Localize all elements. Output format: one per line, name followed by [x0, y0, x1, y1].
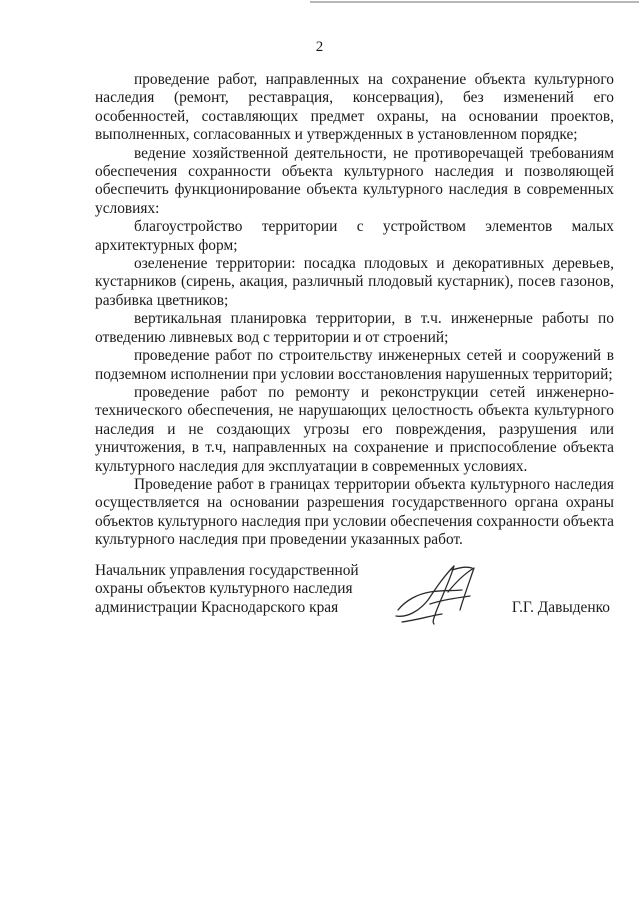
handwritten-signature	[390, 560, 490, 626]
signatory-title-line: охраны объектов культурного наследия	[95, 580, 353, 598]
paragraph-vertical-planning: вертикальная планировка территории, в т.ч. инженерные работы по отведению ливневых вод с территории и от строений;	[95, 310, 614, 346]
paragraph-permission-condition: Проведение работ в границах территории объекта культурного наследия осуществляется на основании разрешения государственного органа охраны объектов культурного наследия при условии обеспечения сохранности объекта культурного наследия при проведении указанных работ.	[95, 475, 614, 549]
document-body	[95, 71, 614, 550]
signatory-name: Г.Г. Давыденко	[511, 599, 610, 616]
top-edge-rule	[310, 1, 639, 3]
paragraph-landscaping: благоустройство территории с устройством элементов малых архитектурных форм;	[95, 218, 614, 254]
paragraph-greening: озеленение территории: посадка плодовых и декоративных деревьев, кустарников (сирень, акация, различный плодовый кустарник), посев газонов, разбивка цветников;	[95, 255, 614, 309]
signatory-title-line: Начальник управления государственной	[95, 562, 359, 579]
signatory-title	[95, 562, 375, 617]
page-number: 2	[315, 39, 324, 55]
paragraph-economic-activity: ведение хозяйственной деятельности, не противоречащей требованиям обеспечения сохранности объекта культурного наследия и позволяющей обеспечить функционирование объекта культурного наследия в современных условиях:	[95, 144, 614, 217]
paragraph-underground-networks: проведение работ по строительству инженерных сетей и сооружений в подземном исполнении при условии восстановления нарушенных территорий;	[95, 347, 614, 383]
paragraph-restoration-works: проведение работ, направленных на сохранение объекта культурного наследия (ремонт, реставрация, консервация), без изменений его особенностей, составляющих предмет охраны, на основании проектов, выполненных, согласованных и утвержденных в установленном порядке;	[95, 71, 614, 144]
paragraph-network-repair: проведение работ по ремонту и реконструкции сетей инженерно-технического обеспечения, не нарушающих целостность объекта культурного наследия и не создающих угрозы его повреждения, разрушения или уничтожения, в т.ч, направленных на сохранение и приспособление объекта культурного наследия для эксплуатации в современных условиях.	[95, 383, 614, 475]
signatory-title-line: администрации Краснодарского края	[95, 598, 339, 616]
